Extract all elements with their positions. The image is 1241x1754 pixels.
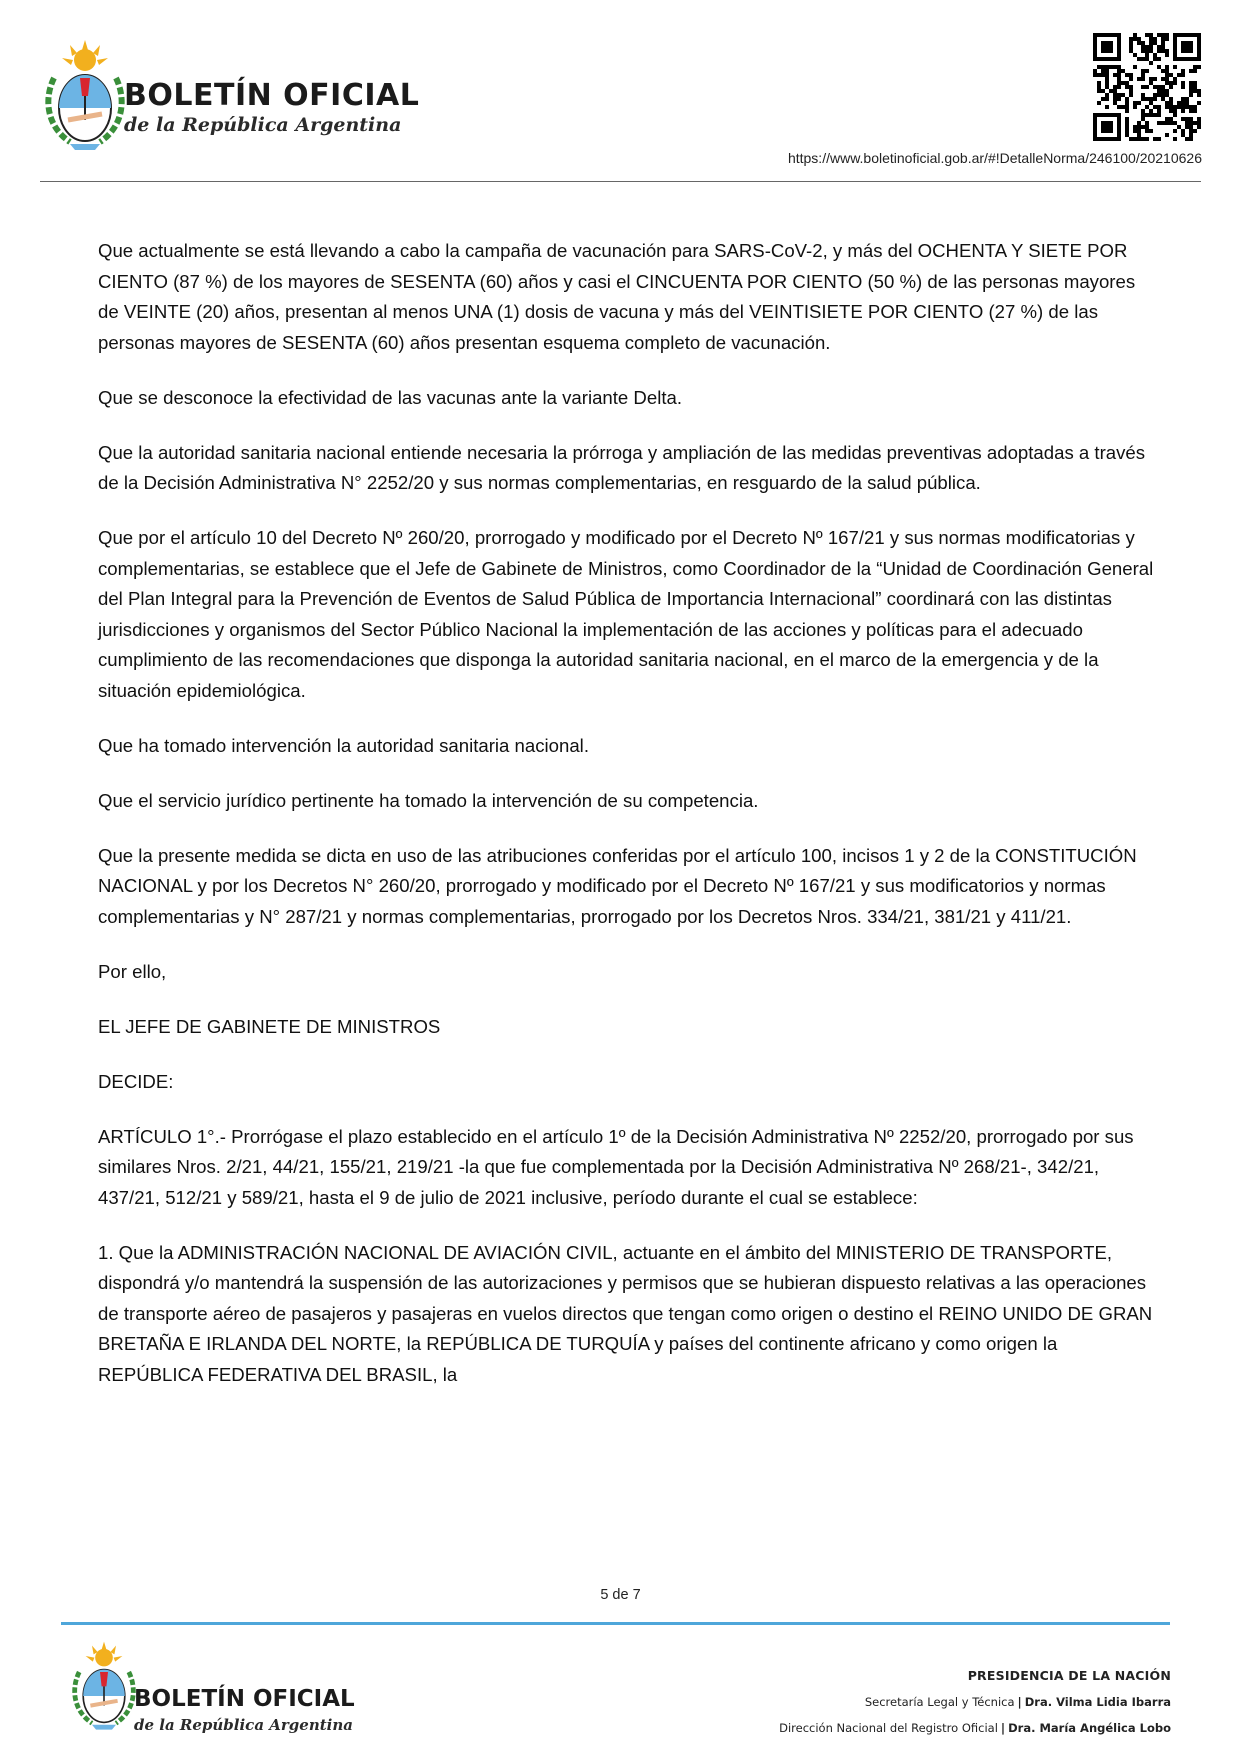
footer-direccion-name: Dra. María Angélica Lobo (1008, 1721, 1171, 1735)
paragraph: ARTÍCULO 1°.- Prorrógase el plazo establecido en el artículo 1º de la Decisión Administrativa Nº 2252/20, prorrogado por sus similares Nros. 2/21, 44/21, 155/21, 219/21 -la que fue complementada por la Decisión Administrativa Nº 268/21-, 342/21, 437/21, 512/21 y 589/21, hasta el 9 de julio de 2021 inclusive, período durante el cual se establece: (98, 1125, 1134, 1208)
paragraph: Por ello, (98, 960, 167, 982)
document-header (0, 0, 1241, 190)
paragraph: Que la autoridad sanitaria nacional entiende necesaria la prórroga y ampliación de las medidas preventivas adoptadas a través de la Decisión Administrativa N° 2252/20 y sus normas complementarias, en resguardo de la salud pública. (98, 441, 1146, 493)
qr-code-icon (1093, 33, 1201, 141)
paragraph: DECIDE: (98, 1070, 174, 1092)
page-number: 5 de 7 (600, 1587, 641, 1603)
footer-secretaria-name: Dra. Vilma Lidia Ibarra (1024, 1695, 1171, 1709)
header-subtitle: de la República Argentina (124, 114, 402, 136)
document-body (98, 236, 1158, 1415)
paragraph: 1. Que la ADMINISTRACIÓN NACIONAL DE AVIACIÓN CIVIL, actuante en el ámbito del MINISTERIO DE TRANSPORTE, dispondrá y/o mantendrá la suspensión de las autorizaciones y permisos que se hubieran dispuesto relativas a las operaciones de transporte aéreo de pasajeros y pasajeras en vuelos directos que tengan como origen o destino el REINO UNIDO DE GRAN BRETAÑA E IRLANDA DEL NORTE, la REPÚBLICA DE TURQUÍA y países del continente africano y como origen la REPÚBLICA FEDERATIVA DEL BRASIL, la (98, 1241, 1153, 1385)
footer-subtitle: de la República Argentina (134, 1716, 353, 1734)
document-url[interactable]: https://www.boletinoficial.gob.ar/#!DetalleNorma/246100/20210626 (787, 150, 1202, 166)
paragraph: Que por el artículo 10 del Decreto Nº 260/20, prorrogado y modificado por el Decreto Nº 167/21 y sus normas modificatorias y complementarias, se establece que el Jefe de Gabinete de Ministros, como Coordinador de la “Unidad de Coordinación General del Plan Integral para la Prevención de Eventos de Salud Pública de Importancia Internacional” coordinará con las distintas jurisdicciones y organismos del Sector Público Nacional la implementación de las acciones y políticas para el adecuado cumplimiento de las recomendaciones que disponga la autoridad sanitaria nacional, en el marco de la emergencia y de la situación epidemiológica. (98, 527, 1154, 701)
paragraph: EL JEFE DE GABINETE DE MINISTROS (98, 1015, 441, 1037)
footer-divider (61, 1622, 1170, 1625)
footer-separator: | (1017, 1695, 1022, 1709)
header-title: BOLETÍN OFICIAL (124, 78, 420, 113)
footer-title: BOLETÍN OFICIAL (134, 1686, 355, 1712)
footer-direccion: Dirección Nacional del Registro Oficial (779, 1721, 998, 1735)
footer-credits (779, 1668, 1171, 1735)
footer-direccion-line (779, 1721, 1171, 1735)
coat-of-arms-icon (68, 1638, 140, 1734)
paragraph: Que actualmente se está llevando a cabo la campaña de vacunación para SARS-CoV-2, y más del OCHENTA Y SIETE POR CIENTO (87 %) de los mayores de SESENTA (60) años y casi el CINCUENTA POR CIENTO (50 %) de las personas mayores de VEINTE (20) años, presentan al menos UNA (1) dosis de vacuna y más del VEINTISIETE POR CIENTO (27 %) de las personas mayores de SESENTA (60) años presentan esquema completo de vacunación. (98, 240, 1136, 353)
coat-of-arms-icon (40, 38, 130, 153)
footer-secretaria-line (779, 1695, 1171, 1709)
paragraph: Que la presente medida se dicta en uso de las atribuciones conferidas por el artículo 100, incisos 1 y 2 de la CONSTITUCIÓN NACIONAL y por los Decretos N° 260/20, prorrogado y modificado por el Decreto Nº 167/21 y sus modificatorios y normas complementarias y N° 287/21 y normas complementarias, prorrogado por los Decretos Nros. 334/21, 381/21 y 411/21. (98, 844, 1137, 927)
header-divider (40, 181, 1201, 182)
paragraph: Que se desconoce la efectividad de las vacunas ante la variante Delta. (98, 386, 682, 408)
paragraph: Que ha tomado intervención la autoridad sanitaria nacional. (98, 734, 589, 756)
footer-presidencia: PRESIDENCIA DE LA NACIÓN (967, 1668, 1171, 1683)
footer-secretaria: Secretaría Legal y Técnica (864, 1695, 1015, 1709)
paragraph: Que el servicio jurídico pertinente ha tomado la intervención de su competencia. (98, 789, 759, 811)
footer-separator: | (1000, 1721, 1006, 1735)
